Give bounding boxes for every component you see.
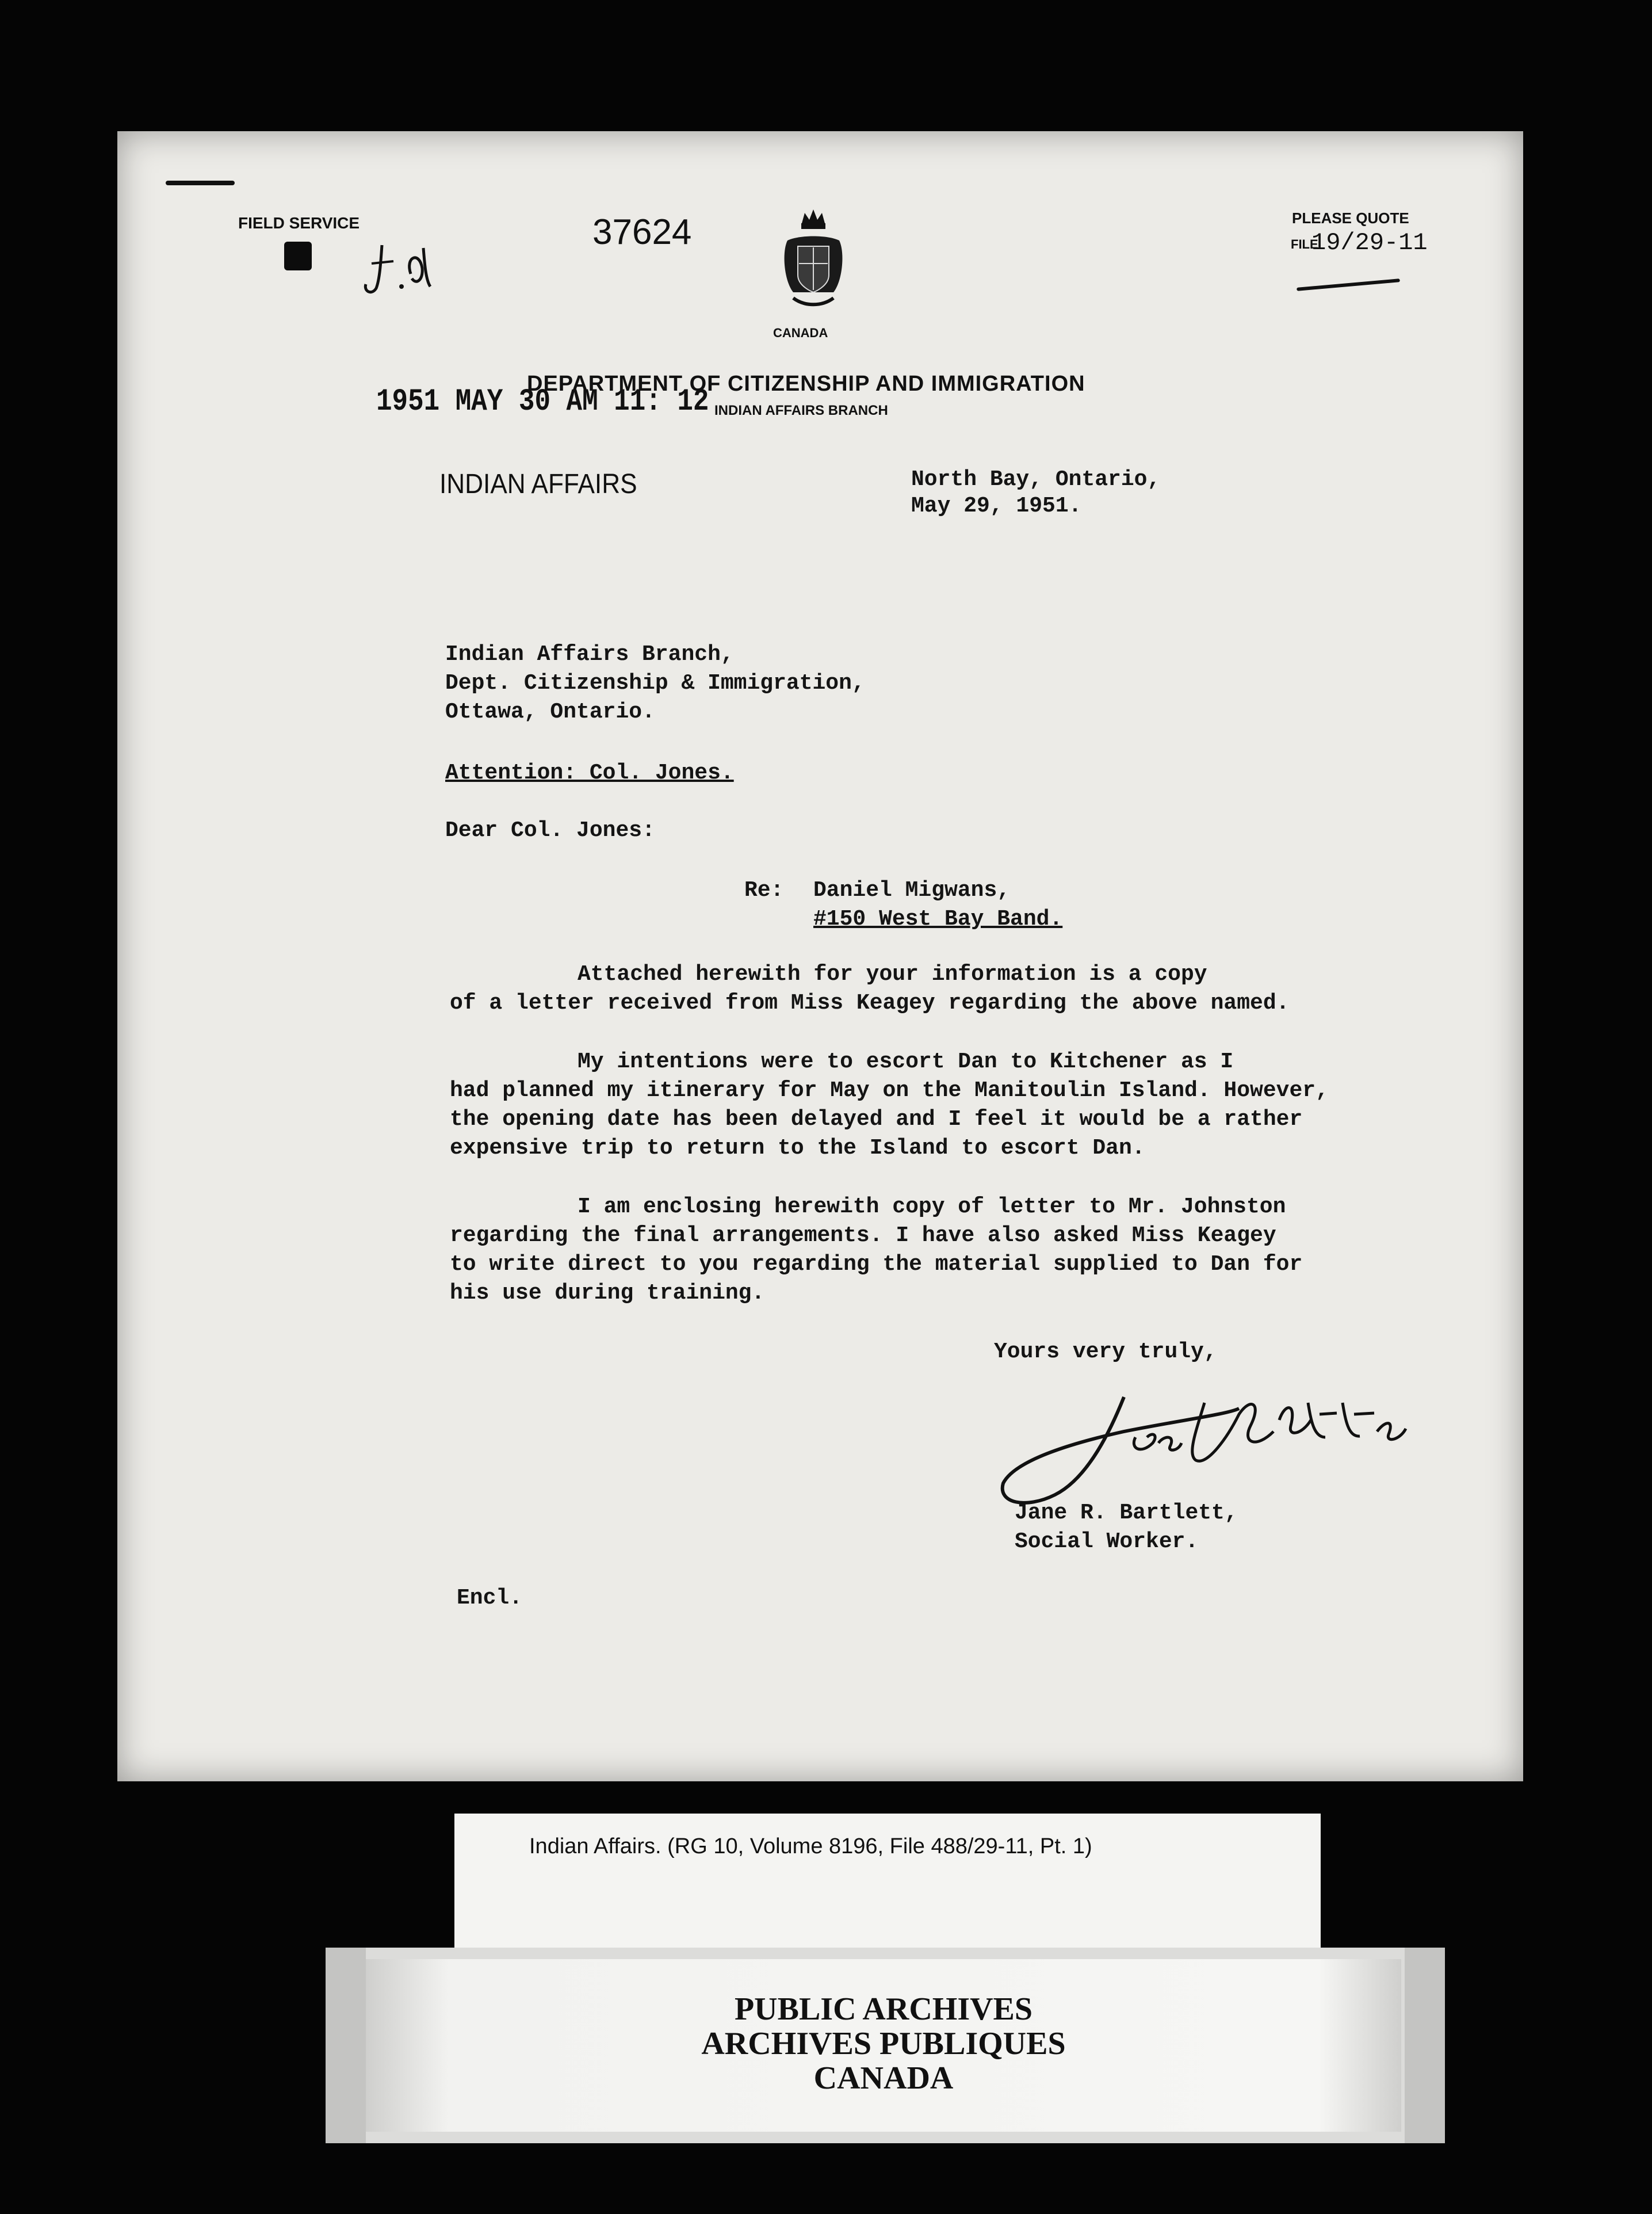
indian-affairs-stamp: INDIAN AFFAIRS xyxy=(439,469,637,499)
margin-mark xyxy=(166,181,235,185)
enclosure-note: Encl. xyxy=(457,1586,523,1610)
signer-title: Social Worker. xyxy=(1015,1529,1199,1554)
letter-page xyxy=(117,131,1523,1781)
handwritten-signature xyxy=(882,1380,1515,1518)
crest-label: CANADA xyxy=(773,326,828,340)
department-heading: DEPARTMENT OF CITIZENSHIP AND IMMIGRATION xyxy=(527,372,1085,396)
archive-reference: Indian Affairs. (RG 10, Volume 8196, File 488/29-11, Pt. 1) xyxy=(529,1834,1092,1858)
file-number: 19/29-11 xyxy=(1311,229,1428,257)
signer-name: Jane R. Bartlett, xyxy=(1015,1501,1238,1525)
strip-edge xyxy=(1405,1948,1445,2143)
file-underline xyxy=(1297,278,1400,291)
paragraph-line: My intentions were to escort Dan to Kitchener as I xyxy=(578,1049,1234,1074)
address-line: Indian Affairs Branch, xyxy=(445,642,734,667)
paragraph-line: had planned my itinerary for May on the Manitoulin Island. However, xyxy=(450,1078,1329,1103)
please-quote-label: PLEASE QUOTE xyxy=(1292,209,1409,227)
document-number: 37624 xyxy=(592,212,692,252)
received-date-stamp: 1951 MAY 30 AM 11: 12 xyxy=(376,384,709,419)
address-line: Dept. Citizenship & Immigration, xyxy=(445,671,865,696)
paragraph-line: his use during training. xyxy=(450,1281,765,1306)
paragraph-line: expensive trip to return to the Island to escort Dan. xyxy=(450,1136,1145,1161)
paragraph-line: I am enclosing herewith copy of letter to Mr. Johnston xyxy=(578,1194,1286,1219)
re-band: #150 West Bay Band. xyxy=(813,907,1063,932)
paragraph-line: of a letter received from Miss Keagey regarding the above named. xyxy=(450,991,1290,1016)
salutation: Dear Col. Jones: xyxy=(445,818,655,843)
paragraph-line: regarding the final arrangements. I have also asked Miss Keagey xyxy=(450,1223,1276,1248)
handwritten-initials xyxy=(359,234,451,297)
archive-label-strip xyxy=(326,1948,1445,2143)
field-service-mark xyxy=(284,242,312,270)
paragraph-line: the opening date has been delayed and I feel it would be a rather xyxy=(450,1107,1303,1132)
paragraph-line: to write direct to you regarding the material supplied to Dan for xyxy=(450,1252,1303,1277)
field-service-label: FIELD SERVICE xyxy=(238,214,360,232)
letter-date: May 29, 1951. xyxy=(911,494,1082,518)
canada-crest-icon xyxy=(776,206,851,321)
address-line: Ottawa, Ontario. xyxy=(445,700,655,724)
file-label: FILE xyxy=(1291,237,1318,251)
strip-edge xyxy=(326,1948,366,2143)
re-name: Daniel Migwans, xyxy=(813,878,1011,903)
paragraph-line: Attached herewith for your information is a copy xyxy=(578,962,1207,987)
archive-label-band xyxy=(366,1959,1401,2132)
archive-label-line: CANADA xyxy=(813,2060,954,2096)
re-label: Re: xyxy=(744,878,784,903)
archive-label-line: PUBLIC ARCHIVES xyxy=(734,1991,1033,2027)
closing: Yours very truly, xyxy=(994,1339,1217,1364)
archive-label-line: ARCHIVES PUBLIQUES xyxy=(701,2026,1066,2062)
letter-place: North Bay, Ontario, xyxy=(911,467,1161,492)
attention-line: Attention: Col. Jones. xyxy=(445,761,734,785)
branch-heading: INDIAN AFFAIRS BRANCH xyxy=(714,403,888,418)
